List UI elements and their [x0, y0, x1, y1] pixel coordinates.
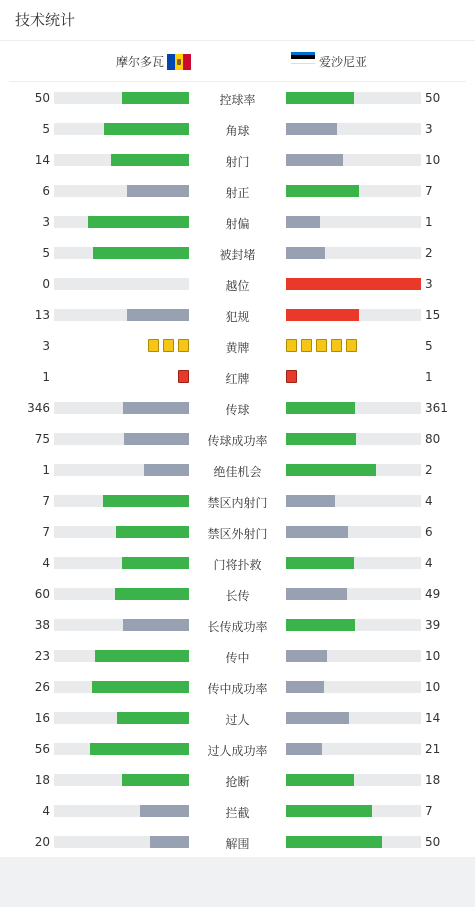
yellow-card-icon [163, 339, 174, 352]
yellow-card-icon [178, 339, 189, 352]
stat-label: 门将扑救 [213, 558, 262, 572]
away-team [291, 53, 367, 70]
away-bar-fill [286, 185, 359, 197]
home-bar [54, 743, 189, 755]
home-bar-fill [140, 805, 189, 817]
home-bar-fill [123, 402, 189, 414]
home-value: 56 [34, 742, 50, 756]
home-bar [54, 309, 189, 321]
away-value: 10 [425, 649, 441, 663]
stat-label: 长传成功率 [207, 620, 268, 634]
away-bar-fill [286, 712, 349, 724]
stat-row [0, 733, 475, 764]
stat-label: 传球 [225, 403, 250, 417]
home-bar-fill [122, 774, 190, 786]
away-bar [286, 836, 421, 848]
home-bar [54, 185, 189, 197]
home-bar [54, 92, 189, 104]
stat-label: 禁区外射门 [207, 527, 268, 541]
away-bar [286, 743, 421, 755]
stat-row [0, 423, 475, 454]
home-bar-fill [104, 123, 189, 135]
away-bar-fill [286, 92, 354, 104]
away-bar [286, 681, 421, 693]
home-bar [54, 650, 189, 662]
home-value: 23 [34, 649, 50, 663]
away-bar [286, 526, 421, 538]
away-bar-fill [286, 619, 355, 631]
stat-label: 犯规 [225, 310, 250, 324]
away-value: 5 [425, 339, 433, 353]
away-value: 21 [425, 742, 441, 756]
home-cards [144, 339, 189, 352]
away-value: 18 [425, 773, 441, 787]
stat-row [0, 330, 475, 361]
away-value: 2 [425, 246, 433, 260]
moldova-flag-icon [167, 54, 191, 70]
away-cards [286, 370, 301, 383]
away-bar-fill [286, 836, 382, 848]
away-bar-fill [286, 650, 327, 662]
away-value: 6 [425, 525, 433, 539]
stat-label: 过人 [225, 713, 250, 727]
away-value: 80 [425, 432, 441, 446]
stat-label: 射门 [225, 155, 250, 169]
yellow-card-icon [148, 339, 159, 352]
away-bar [286, 619, 421, 631]
stat-row [0, 237, 475, 268]
home-bar [54, 402, 189, 414]
stat-label: 拦截 [225, 806, 250, 820]
home-bar-fill [92, 681, 189, 693]
home-bar [54, 588, 189, 600]
estonia-flag-icon [291, 52, 315, 64]
stat-label: 长传 [225, 589, 250, 603]
red-card-icon [178, 370, 189, 383]
home-bar-fill [122, 92, 190, 104]
home-bar-fill [115, 588, 189, 600]
home-value: 50 [34, 91, 50, 105]
stat-label: 抢断 [225, 775, 250, 789]
home-bar-fill [123, 619, 189, 631]
home-bar [54, 154, 189, 166]
away-bar-fill [286, 154, 343, 166]
stat-row [0, 578, 475, 609]
home-value: 3 [42, 339, 50, 353]
away-value: 361 [425, 401, 448, 415]
home-bar-fill [144, 464, 189, 476]
home-team-name: 摩尔多瓦 [115, 55, 164, 69]
stat-row [0, 268, 475, 299]
home-value: 6 [42, 184, 50, 198]
home-bar [54, 247, 189, 259]
home-bar [54, 464, 189, 476]
home-value: 75 [34, 432, 50, 446]
home-bar-fill [150, 836, 189, 848]
away-bar [286, 557, 421, 569]
home-bar-fill [122, 557, 190, 569]
away-bar [286, 712, 421, 724]
stat-row [0, 144, 475, 175]
stat-row [0, 764, 475, 795]
home-value: 1 [42, 463, 50, 477]
stat-label: 传球成功率 [207, 434, 268, 448]
away-bar [286, 433, 421, 445]
home-bar-fill [124, 433, 189, 445]
stat-row [0, 206, 475, 237]
home-value: 7 [42, 494, 50, 508]
away-bar-fill [286, 433, 356, 445]
away-bar-fill [286, 309, 359, 321]
home-bar-fill [93, 247, 189, 259]
home-bar-fill [90, 743, 189, 755]
stat-row [0, 609, 475, 640]
away-bar-fill [286, 805, 372, 817]
home-bar [54, 557, 189, 569]
stat-row [0, 702, 475, 733]
away-bar-fill [286, 464, 376, 476]
home-bar [54, 619, 189, 631]
home-bar [54, 495, 189, 507]
yellow-card-icon [331, 339, 342, 352]
stat-label: 角球 [225, 124, 250, 138]
stat-row [0, 547, 475, 578]
home-bar-fill [117, 712, 189, 724]
away-value: 4 [425, 494, 433, 508]
away-bar-fill [286, 402, 355, 414]
stat-row [0, 82, 475, 113]
away-value: 14 [425, 711, 441, 725]
home-value: 20 [34, 835, 50, 849]
away-bar-fill [286, 247, 325, 259]
away-value: 7 [425, 184, 433, 198]
stat-label: 禁区内射门 [207, 496, 268, 510]
home-bar [54, 216, 189, 228]
home-bar-fill [103, 495, 189, 507]
away-bar [286, 402, 421, 414]
away-bar [286, 805, 421, 817]
stat-label: 控球率 [219, 93, 256, 107]
page-title: 技术统计 [0, 0, 475, 41]
stat-label: 解围 [225, 837, 250, 851]
away-bar-fill [286, 278, 421, 290]
stat-row [0, 485, 475, 516]
away-bar [286, 123, 421, 135]
home-bar [54, 278, 189, 290]
stat-label: 过人成功率 [207, 744, 268, 758]
home-value: 3 [42, 215, 50, 229]
home-value: 0 [42, 277, 50, 291]
home-bar-fill [95, 650, 190, 662]
away-value: 4 [425, 556, 433, 570]
home-bar [54, 774, 189, 786]
home-bar-fill [127, 309, 189, 321]
away-bar-fill [286, 123, 337, 135]
stat-label: 射偏 [225, 217, 250, 231]
away-bar-fill [286, 681, 324, 693]
yellow-card-icon [301, 339, 312, 352]
away-value: 1 [425, 215, 433, 229]
stat-row [0, 361, 475, 392]
home-value: 5 [42, 122, 50, 136]
home-bar [54, 805, 189, 817]
stat-row [0, 392, 475, 423]
stat-row [0, 299, 475, 330]
away-bar-fill [286, 588, 347, 600]
away-bar-fill [286, 216, 320, 228]
away-bar [286, 185, 421, 197]
home-bar [54, 681, 189, 693]
stat-row [0, 640, 475, 671]
stat-label: 被封堵 [219, 248, 256, 262]
away-value: 7 [425, 804, 433, 818]
away-bar [286, 774, 421, 786]
stat-label: 传中 [225, 651, 250, 665]
home-team [116, 53, 191, 70]
stat-row [0, 795, 475, 826]
home-value: 38 [34, 618, 50, 632]
away-bar-fill [286, 557, 354, 569]
stat-label: 红牌 [225, 372, 250, 386]
away-bar [286, 309, 421, 321]
away-value: 50 [425, 835, 441, 849]
yellow-card-icon [286, 339, 297, 352]
away-value: 3 [425, 277, 433, 291]
away-cards [286, 339, 361, 352]
yellow-card-icon [316, 339, 327, 352]
stat-row [0, 113, 475, 144]
away-bar-fill [286, 495, 335, 507]
home-value: 4 [42, 804, 50, 818]
away-value: 15 [425, 308, 441, 322]
away-bar [286, 495, 421, 507]
away-bar [286, 588, 421, 600]
away-bar [286, 278, 421, 290]
stat-row [0, 826, 475, 857]
stat-row [0, 516, 475, 547]
away-bar [286, 154, 421, 166]
stat-row [0, 175, 475, 206]
away-value: 1 [425, 370, 433, 384]
home-value: 1 [42, 370, 50, 384]
home-bar [54, 712, 189, 724]
home-bar [54, 836, 189, 848]
home-value: 346 [27, 401, 50, 415]
home-bar-fill [88, 216, 189, 228]
home-value: 18 [34, 773, 50, 787]
stat-label: 黄牌 [225, 341, 250, 355]
stat-row [0, 454, 475, 485]
home-bar-fill [111, 154, 189, 166]
stat-label: 绝佳机会 [213, 465, 262, 479]
stat-label: 射正 [225, 186, 250, 200]
away-value: 39 [425, 618, 441, 632]
away-team-name: 爱沙尼亚 [319, 55, 368, 69]
home-value: 5 [42, 246, 50, 260]
stat-label: 越位 [225, 279, 250, 293]
stats-list [0, 82, 475, 857]
away-value: 10 [425, 153, 441, 167]
away-bar [286, 247, 421, 259]
red-card-icon [286, 370, 297, 383]
home-value: 4 [42, 556, 50, 570]
away-bar [286, 92, 421, 104]
home-value: 26 [34, 680, 50, 694]
home-bar [54, 433, 189, 445]
home-value: 60 [34, 587, 50, 601]
away-value: 49 [425, 587, 441, 601]
home-bar-fill [116, 526, 189, 538]
away-bar [286, 464, 421, 476]
teams-header [9, 41, 466, 82]
home-value: 13 [34, 308, 50, 322]
away-bar-fill [286, 743, 322, 755]
home-value: 7 [42, 525, 50, 539]
home-bar [54, 526, 189, 538]
stat-row [0, 671, 475, 702]
away-value: 10 [425, 680, 441, 694]
away-bar-fill [286, 774, 354, 786]
yellow-card-icon [346, 339, 357, 352]
away-value: 50 [425, 91, 441, 105]
away-value: 3 [425, 122, 433, 136]
home-value: 16 [34, 711, 50, 725]
stat-label: 传中成功率 [207, 682, 268, 696]
home-value: 14 [34, 153, 50, 167]
away-bar-fill [286, 526, 348, 538]
home-cards [174, 370, 189, 383]
away-bar [286, 216, 421, 228]
away-value: 2 [425, 463, 433, 477]
home-bar [54, 123, 189, 135]
away-bar [286, 650, 421, 662]
home-bar-fill [127, 185, 189, 197]
